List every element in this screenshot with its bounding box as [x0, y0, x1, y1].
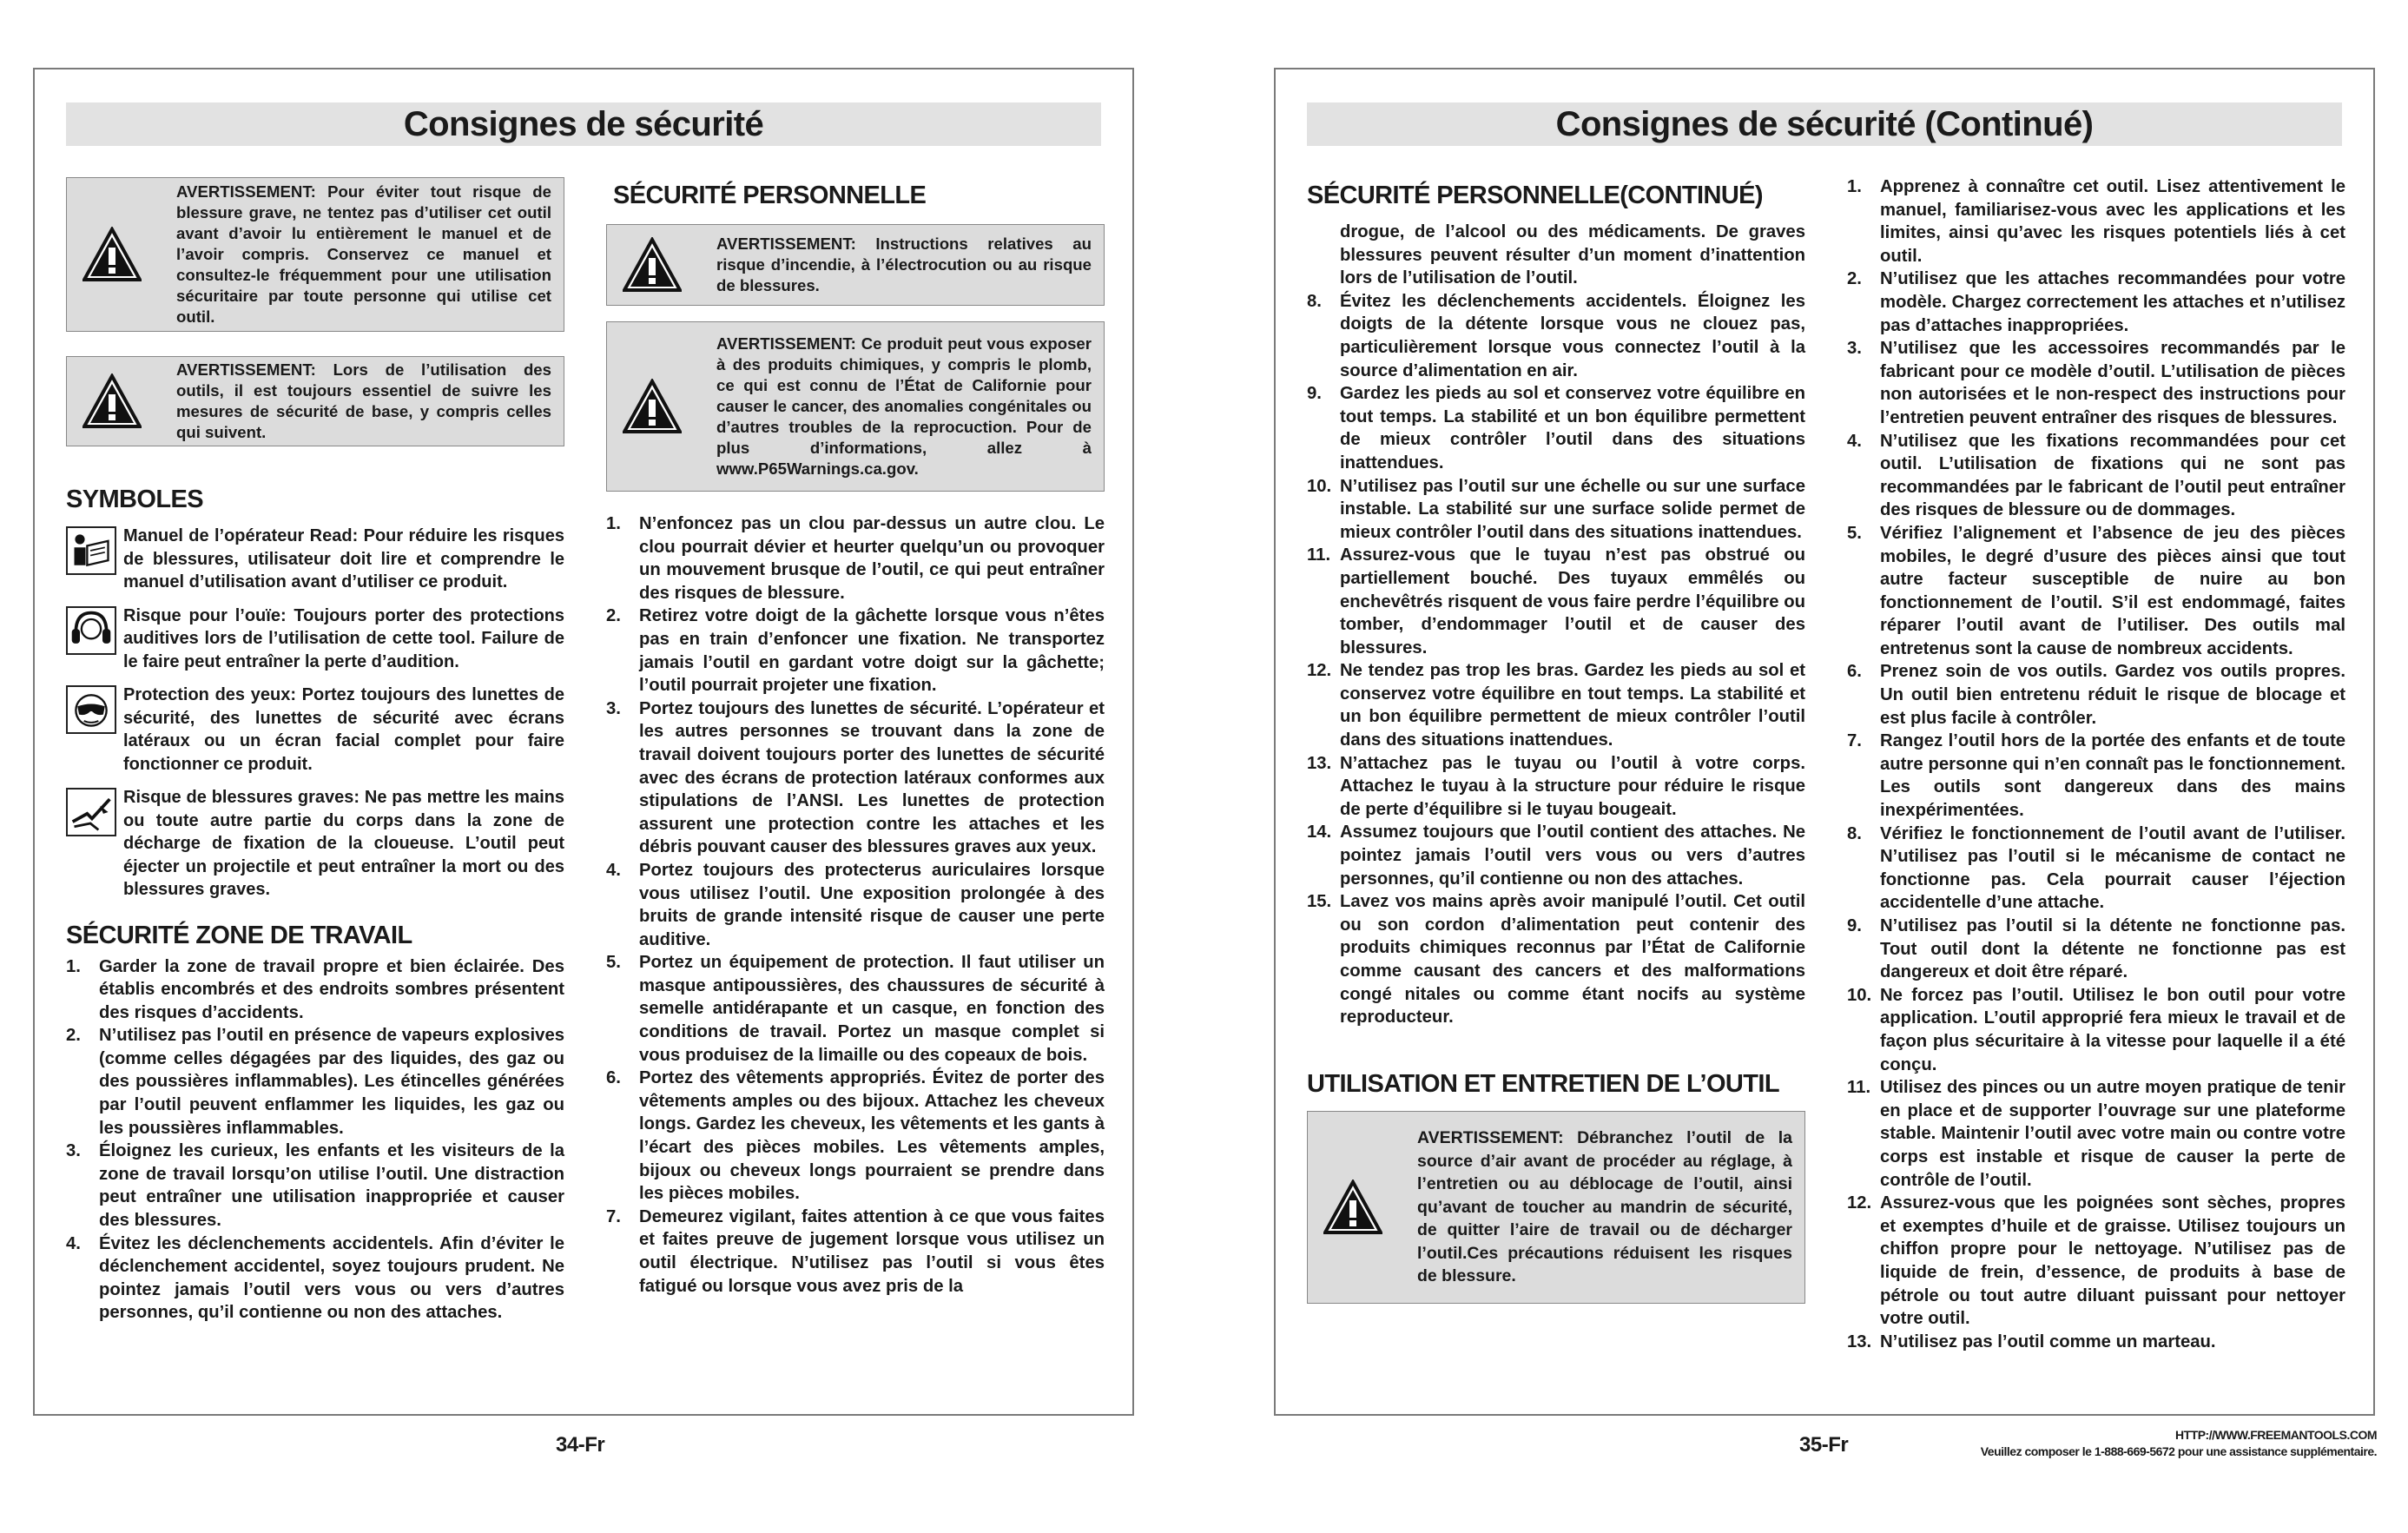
footer-phone-text: Veuillez composer le 1-888-669-5672 pour une assistance supplémentaire. [1980, 1444, 2377, 1458]
list-item: 4. Portez toujours des protecterus auriculaires lorsque vous utilisez l’outil. Une exposition prolongée à des bruits de grande intensité risque de causer une perte auditive. [606, 860, 1105, 949]
list-item: 2. Retirez votre doigt de la gâchette lorsque vous n’êtes pas en train d’enfoncer une fixation. Ne transportez jamais l’outil en gardant votre doigt sur la gâchette; l’outil pourrait projeter une fixation. [606, 606, 1105, 696]
warning-text: AVERTISSEMENT: Débranchez l’outil de la source d’air avant de procéder au réglage, à l’entretien ou au déblocage de l’outil, ainsi qu’avant de toucher au mandrin de sécurité, de quitter l’aire de travail ou de décharger l’outil.Ces précautions réduisent les risques de blessure. [1417, 1128, 1792, 1286]
list-item: 5. Portez un équipement de protection. Il faut utiliser un masque antipoussières, des chaussures de sécurité à semelle antidérapante et un casque, en fonction des conditions de travail. Portez un masque complet si vous produisez de la limaille ou des copeaux de bois. [606, 953, 1105, 1065]
section-heading-tool-use: UTILISATION ET ENTRETIEN DE L’OUTIL [1307, 1069, 1779, 1098]
warning-box-disconnect-air [1307, 1111, 1805, 1304]
warning-text: AVERTISSEMENT: Pour éviter tout risque de blessure grave, ne tentez pas d’utiliser cet outil avant d’avoir lu entièrement le manuel et de l’avoir compris. Conservez ce manuel et consultez-le fréquemment pour une utilisation sécuritaire par toute personne qui utilise cet outil. [176, 182, 551, 326]
section-heading-work-area: SÉCURITÉ ZONE DE TRAVAIL [66, 921, 412, 949]
warning-triangle-icon [623, 237, 682, 293]
list-item: 9. N’utilisez pas l’outil si la détente ne fonctionne pas. Tout outil dont la détente ne fonctionne pas est dangereux et doit être réparé. [1847, 916, 2345, 982]
list-item: 13. N’utilisez pas l’outil comme un marteau. [1847, 1331, 2216, 1351]
symbol-text: Protection des yeux: Portez toujours des lunettes de sécurité, des lunettes de sécurité avec écrans latéraux ou un écran facial complet pour faire fonctionner ce produit. [123, 685, 564, 774]
page-35 [1274, 68, 2375, 1416]
hand-injury-icon [66, 788, 116, 836]
warning-box-basic-safety [66, 356, 564, 446]
footer-url-link[interactable]: HTTP://WWW.FREEMANTOOLS.COM [2175, 1428, 2377, 1442]
page-title: Consignes de sécurité (Continué) [1307, 102, 2342, 146]
footer-contact [1981, 1427, 2377, 1460]
personal-safety-list [606, 512, 1105, 1298]
page-number: 35-Fr [1799, 1433, 1849, 1457]
list-item: 1. Apprenez à connaître cet outil. Lisez attentivement le manuel, familiarisez-vous avec les applications et les limites, ainsi qu’avec les risques potentiels liés à cet outil. [1847, 177, 2345, 266]
right-column [606, 174, 1105, 1298]
list-item: 8. Évitez les déclenchements accidentels. Éloignez les doigts de la détente lorsque vous ne clouez pas, particulièrement lorsque vous connectez l’outil à la source d’alimentation en air. [1307, 291, 1805, 380]
list-item: 7. Demeurez vigilant, faites attention à ce que vous faites et faites preuve de jugement lorsque vous utilisez un outil électrique. N’utilisez pas l’outil si vous êtes fatigué ou lorsque vous avez pris de la [606, 1206, 1105, 1296]
list-item: 1. N’enfoncez pas un clou par-dessus un autre clou. Le clou pourrait dévier et heurter quelqu’un ou provoquer un mouvement brusque de l’outil, ce qui peut entraîner des risques de blessure. [606, 514, 1105, 603]
list-item: 10. Ne forcez pas l’outil. Utilisez le bon outil pour votre application. L’outil approprié fera mieux le travail et de façon plus sécuritaire à la vitesse pour laquelle il a été conçu. [1847, 985, 2345, 1074]
list-item: 10. N’utilisez pas l’outil sur une échelle ou sur une surface instable. La stabilité sur une surface solide permet de mieux contrôler l’outil dans des situations inattendues. [1307, 476, 1805, 542]
list-item: 5. Vérifiez l’alignement et l’absence de jeu des pièces mobiles, le degré d’usure des pièces ainsi que tout autre facteur susceptible de nuire au bon fonctionnement de l’outil. S’il est endommagé, faites réparer l’outil avant de l’utiliser. Des outils mal entretenus sont la cause de nombreux accidents. [1847, 523, 2345, 658]
warning-box-fire-shock [606, 224, 1105, 306]
symbol-row [66, 525, 564, 594]
list-item: 11. Assurez-vous que le tuyau n’est pas obstrué ou partiellement bouché. Des tuyaux emmêlés ou enchevêtrés risquent de vous faire perdre l’équilibre ou tomber, d’endommager l’outil et de causer des blessures. [1307, 545, 1805, 657]
symbol-text: Manuel de l’opérateur Read: Pour réduire les risques de blessures, utilisateur doit lire et comprendre le manuel d’utilisation avant d’utiliser ce produit. [123, 526, 564, 591]
list-item: 1. Garder la zone de travail propre et bien éclairée. Des établis encombrés et des endroits sombres présentent des risques d’accidents. [66, 956, 564, 1022]
warning-text: AVERTISSEMENT: Ce produit peut vous exposer à des produits chimiques, y compris le plomb, ce qui est connu de l’État de Californie pour causer le cancer, des anomalies congénitales ou d’autres troubles de la reprocuction. Pour de plus d’informations, allez à www.P65Warnings.ca.gov. [716, 334, 1092, 478]
symbol-row [66, 605, 564, 674]
list-item: 13. N’attachez pas le tuyau ou l’outil à votre corps. Attachez le tuyau à la structure pour réduire le risque de perte d’équilibre si le tuyau bougeait. [1307, 753, 1805, 819]
warning-box-read-manual [66, 177, 564, 332]
list-item: 4. Évitez les déclenchements accidentels. Afin d’éviter le déclenchement accidentel, soyez toujours prudent. Ne pointez jamais l’outil vers vous ou vers d’autres personnes, qu’il contienne ou non des attaches. [66, 1233, 564, 1323]
warning-text: AVERTISSEMENT: Instructions relatives au risque d’incendie, à l’électrocution ou au risque de blessures. [716, 235, 1092, 294]
warning-triangle-icon [82, 227, 142, 282]
symbol-text: Risque pour l’ouïe: Toujours porter des protections auditives lors de l’utilisation de cette tool. Failure de le faire peut entraîner la perte d’audition. [123, 605, 564, 671]
personal-safety-list-continued [1307, 290, 1805, 1029]
list-item: 7. Rangez l’outil hors de la portée des enfants et de toute autre personne qui n’en connaît pas le fonctionnement. Les outils sont dangereux dans des mains inexpérimentées. [1847, 731, 2345, 821]
right-column [1847, 175, 2345, 1353]
list-item: 2. N’utilisez que les attaches recommandées pour votre modèle. Chargez correctement les attaches et n’utilisez pas d’attaches inappropriées. [1847, 269, 2345, 335]
eye-protection-icon [66, 685, 116, 734]
list-item: 6. Prenez soin de vos outils. Gardez vos outils propres. Un outil bien entretenu réduit le risque de blocage et est plus facile à contrôler. [1847, 662, 2345, 728]
left-column [66, 174, 564, 1325]
continued-paragraph: drogue, de l’alcool ou des médicaments. De graves blessures peuvent résulter d’un moment d’inattention lors de l’utilisation de l’outil. [1340, 222, 1805, 288]
ear-protection-icon [66, 606, 116, 655]
page-title: Consignes de sécurité [66, 102, 1101, 146]
warning-triangle-icon [1323, 1179, 1382, 1235]
list-item: 3. Portez toujours des lunettes de sécurité. L’opérateur et les autres personnes se trouvant dans la zone de travail doivent toujours porter des lunettes de sécurité avec des écrans de protection latéraux conformes aux stipulations de l’ANSI. Les lunettes de protection assurent une protection contre les attaches et les débris pouvant causer des blessures graves aux yeux. [606, 698, 1105, 857]
left-column [1307, 174, 1805, 1304]
list-item: 6. Portez des vêtements appropriés. Évitez de porter des vêtements amples ou des bijoux. Attachez les cheveux longs. Gardez les cheveux, les vêtements et les gants à l’écart des pièces mobiles. Les vêtements amples, bijoux ou cheveux longs pourraient se prendre dans les pièces mobiles. [606, 1068, 1105, 1204]
work-area-list [66, 955, 564, 1325]
list-item: 12. Assurez-vous que les poignées sont sèches, propres et exemptes d’huile et de graisse. Utilisez toujours un chiffon propre pour le nettoyage. N’utilisez pas de liquide de frein, d’essence, de produits à base de pétrole ou tout autre diluant puissant pour nettoyer votre outil. [1847, 1193, 2345, 1329]
warning-triangle-icon [623, 379, 682, 434]
warning-text: AVERTISSEMENT: Lors de l’utilisation des outils, il est toujours essentiel de suivre les mesures de sécurité de base, y compris celles qui suivent. [176, 360, 551, 441]
warning-box-prop65 [606, 321, 1105, 492]
list-item: 14. Assumez toujours que l’outil contient des attaches. Ne pointez jamais l’outil vers vous ou vers d’autres personnes, qu’il contienne ou non des attaches. [1307, 823, 1805, 889]
symbol-text: Risque de blessures graves: Ne pas mettre les mains ou toute autre partie du corps dans la zone de décharge de fixation de la cloueuse. L’outil peut éjecter un projectile et peut entraîner la mort ou des blessures graves. [123, 788, 564, 899]
list-item: 2. N’utilisez pas l’outil en présence de vapeurs explosives (comme celles dégagées par des liquides, des gaz ou des poussières inflammables). Les étincelles générées par l’outil peuvent enflammer les liquides, les gaz ou les poussières inflammables. [66, 1026, 564, 1138]
list-item: 4. N’utilisez que les fixations recommandées pour cet outil. L’utilisation de fixations qui ne sont pas recommandées par le fabricant de l’outil peut entraîner des risques de blessure ou de dommages. [1847, 431, 2345, 520]
section-heading-personal: SÉCURITÉ PERSONNELLE [613, 182, 927, 209]
section-heading-personal-continued: SÉCURITÉ PERSONNELLE(CONTINUÉ) [1307, 182, 1763, 209]
list-item: 3. Éloignez les curieux, les enfants et les visiteurs de la zone de travail lorsqu’on utilise l’outil. Une distraction peut entraîner une utilisation inappropriée et causer des blessures. [66, 1141, 564, 1231]
list-item: 8. Vérifiez le fonctionnement de l’outil avant de l’utiliser. N’utilisez pas l’outil si le mécanisme de contact ne fonctionne pas. Cela pourrait causer l’éjection accidentelle d’une attache. [1847, 823, 2345, 913]
list-item: 15. Lavez vos mains après avoir manipulé l’outil. Cet outil ou son cordon d’alimentation peut contenir des produits chimiques reconnus par l’État de Californie comme causant des cancers et des malformations congé nitales ou comme étant nocifs au système reproducteur. [1307, 892, 1805, 1028]
list-item: 9. Gardez les pieds au sol et conservez votre équilibre en tout temps. La stabilité et un bon équilibre permettent de mieux contrôler l’outil dans des situations inattendues. [1307, 384, 1805, 472]
list-item: 11. Utilisez des pinces ou un autre moyen pratique de tenir en place et de supporter l’ouvrage sur une plateforme stable. Maintenir l’outil avec votre main ou contre votre corps est instable et risque de causer la perte de contrôle de l’outil. [1847, 1078, 2345, 1190]
list-item: 3. N’utilisez que les accessoires recommandés par le fabricant pour ce modèle d’outil. L’utilisation de pièces non autorisées et le non-respect des instructions pour l’entretien peuvent entraîner des risques de blessures. [1847, 339, 2345, 427]
page-34 [33, 68, 1134, 1416]
list-item: 12. Ne tendez pas trop les bras. Gardez les pieds au sol et conservez votre équilibre en tout temps. La stabilité et un bon équilibre permettent de mieux contrôler l’outil dans des situations inattendues. [1307, 661, 1805, 750]
symbol-row [66, 786, 564, 902]
symbol-row [66, 684, 564, 776]
page-number: 34-Fr [556, 1433, 605, 1457]
operator-manual-icon [66, 526, 116, 575]
warning-triangle-icon [82, 373, 142, 429]
section-heading-symbols: SYMBOLES [66, 486, 203, 513]
tool-use-list [1847, 175, 2345, 1353]
